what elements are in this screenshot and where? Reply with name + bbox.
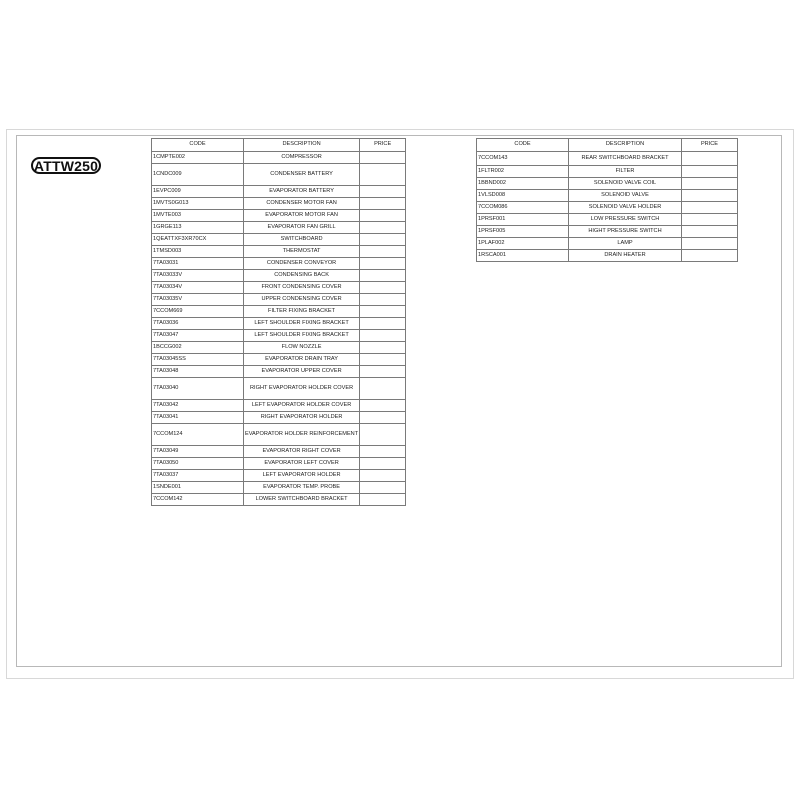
part-description: SOLENOID VALVE COIL [569,178,682,190]
part-code: 7TA03048 [152,366,244,378]
table-row [477,152,738,166]
part-description: LOW PRESSURE SWITCH [569,214,682,226]
part-price [360,258,406,270]
part-description: CONDENSER CONVEYOR [244,258,360,270]
table-row [152,342,406,354]
part-code: 1BCCG002 [152,342,244,354]
part-description: UPPER CONDENSING COVER [244,294,360,306]
part-price [682,226,738,238]
part-description: EVAPORATOR MOTOR FAN [244,210,360,222]
part-price [360,412,406,424]
part-price [360,294,406,306]
table-row [152,186,406,198]
part-code: 7CCOM124 [152,424,244,446]
part-price [360,152,406,164]
part-code: 1PLAF002 [477,238,569,250]
part-description: FRONT CONDENSING COVER [244,282,360,294]
part-price [360,186,406,198]
table-row [152,198,406,210]
part-description: REAR SWITCHBOARD BRACKET [569,152,682,166]
table-row [477,238,738,250]
table-row [152,234,406,246]
part-price [360,330,406,342]
table-row [477,250,738,262]
table-row [152,222,406,234]
part-description: CONDENSER MOTOR FAN [244,198,360,210]
part-price [360,270,406,282]
part-code: 1VLSD008 [477,190,569,202]
part-code: 7TA03042 [152,400,244,412]
part-description: FILTER [569,166,682,178]
part-description: EVAPORATOR FAN GRILL [244,222,360,234]
part-price [360,318,406,330]
part-code: 7TA03031 [152,258,244,270]
part-price [360,366,406,378]
part-price [360,424,406,446]
table-row [152,446,406,458]
part-code: 1EVPC009 [152,186,244,198]
part-price [360,458,406,470]
part-description: FLOW NOZZLE [244,342,360,354]
header-price: PRICE [682,139,738,152]
table-row [152,282,406,294]
part-code: 7TA03033V [152,270,244,282]
part-description: EVAPORATOR LEFT COVER [244,458,360,470]
header-code: CODE [152,139,244,152]
part-description: LEFT EVAPORATOR HOLDER [244,470,360,482]
table-row [152,294,406,306]
part-price [360,482,406,494]
table-row [152,330,406,342]
part-code: 7TA03047 [152,330,244,342]
table-row [152,318,406,330]
part-description: DRAIN HEATER [569,250,682,262]
part-price [360,222,406,234]
part-code: 1MVTE003 [152,210,244,222]
table-row [152,164,406,186]
part-code: 1CMPTE002 [152,152,244,164]
part-price [360,246,406,258]
part-description: RIGHT EVAPORATOR HOLDER COVER [244,378,360,400]
part-description: LEFT SHOULDER FIXING BRACKET [244,330,360,342]
part-description: EVAPORATOR DRAIN TRAY [244,354,360,366]
part-code: 1PRSF001 [477,214,569,226]
part-description: SOLENOID VALVE [569,190,682,202]
part-price [682,166,738,178]
part-price [682,214,738,226]
table-row [152,306,406,318]
part-description: HIGHT PRESSURE SWITCH [569,226,682,238]
table-row [152,494,406,506]
part-code: 1MVTS0G013 [152,198,244,210]
part-code: 7TA03049 [152,446,244,458]
part-description: SOLENOID VALVE HOLDER [569,202,682,214]
table-row [152,412,406,424]
part-code: 1SNDE001 [152,482,244,494]
table-row [152,246,406,258]
table-row [152,354,406,366]
table-row [477,226,738,238]
part-code: 7CCOM086 [477,202,569,214]
part-code: 7TA03036 [152,318,244,330]
part-code: 1RSCA001 [477,250,569,262]
part-price [360,378,406,400]
part-price [682,250,738,262]
part-price [682,238,738,250]
part-description: CONDENSING BACK [244,270,360,282]
part-code: 7TA03034V [152,282,244,294]
part-code: 7TA03040 [152,378,244,400]
part-price [360,342,406,354]
part-price [360,446,406,458]
part-description: LAMP [569,238,682,250]
part-price [360,470,406,482]
header-price: PRICE [360,139,406,152]
part-description: LEFT EVAPORATOR HOLDER COVER [244,400,360,412]
part-code: 1GRGE113 [152,222,244,234]
table-row [152,210,406,222]
part-code: 7CCOM669 [152,306,244,318]
table-row [152,152,406,164]
part-code: 7CCOM143 [477,152,569,166]
table-row [477,178,738,190]
table-row [152,424,406,446]
model-name: ATTW250 [33,157,99,174]
model-badge [31,157,101,174]
table-row [152,270,406,282]
part-price [360,198,406,210]
part-description: SWITCHBOARD [244,234,360,246]
part-code: 1FLTR002 [477,166,569,178]
part-code: 7TA03041 [152,412,244,424]
header-description: DESCRIPTION [244,139,360,152]
table-row [152,458,406,470]
table-header-row [477,139,738,152]
table-row [152,378,406,400]
part-code: 7TA03037 [152,470,244,482]
part-code: 7TA03050 [152,458,244,470]
part-price [360,282,406,294]
table-row [152,400,406,412]
part-description: EVAPORATOR UPPER COVER [244,366,360,378]
part-price [682,152,738,166]
part-description: EVAPORATOR HOLDER REINFORCEMENT [244,424,360,446]
part-description: EVAPORATOR BATTERY [244,186,360,198]
part-price [360,164,406,186]
table-row [477,202,738,214]
table-row [152,470,406,482]
table-header-row [152,139,406,152]
part-code: 1CNDC009 [152,164,244,186]
part-price [360,210,406,222]
table-row [152,366,406,378]
parts-table-left [151,138,406,506]
part-code: 7TA03045SS [152,354,244,366]
part-description: COMPRESSOR [244,152,360,164]
part-code: 7TA03035V [152,294,244,306]
table-row [152,258,406,270]
part-description: EVAPORATOR RIGHT COVER [244,446,360,458]
part-description: EVAPORATOR TEMP. PROBE [244,482,360,494]
parts-table-right [476,138,738,262]
part-price [360,234,406,246]
part-description: LEFT SHOULDER FIXING BRACKET [244,318,360,330]
part-code: 1QEATTXF3XR70CX [152,234,244,246]
part-code: 1TMSD003 [152,246,244,258]
header-description: DESCRIPTION [569,139,682,152]
part-description: CONDENSER BATTERY [244,164,360,186]
header-code: CODE [477,139,569,152]
part-code: 7CCOM142 [152,494,244,506]
part-code: 1BBND002 [477,178,569,190]
table-row [477,190,738,202]
table-row [152,482,406,494]
part-price [360,400,406,412]
part-code: 1PRSF005 [477,226,569,238]
part-description: FILTER FIXING BRACKET [244,306,360,318]
table-row [477,166,738,178]
part-description: RIGHT EVAPORATOR HOLDER [244,412,360,424]
table-row [477,214,738,226]
part-price [360,306,406,318]
part-description: LOWER SWITCHBOARD BRACKET [244,494,360,506]
part-price [682,202,738,214]
part-description: THERMOSTAT [244,246,360,258]
part-price [682,190,738,202]
part-price [360,354,406,366]
part-price [682,178,738,190]
part-price [360,494,406,506]
